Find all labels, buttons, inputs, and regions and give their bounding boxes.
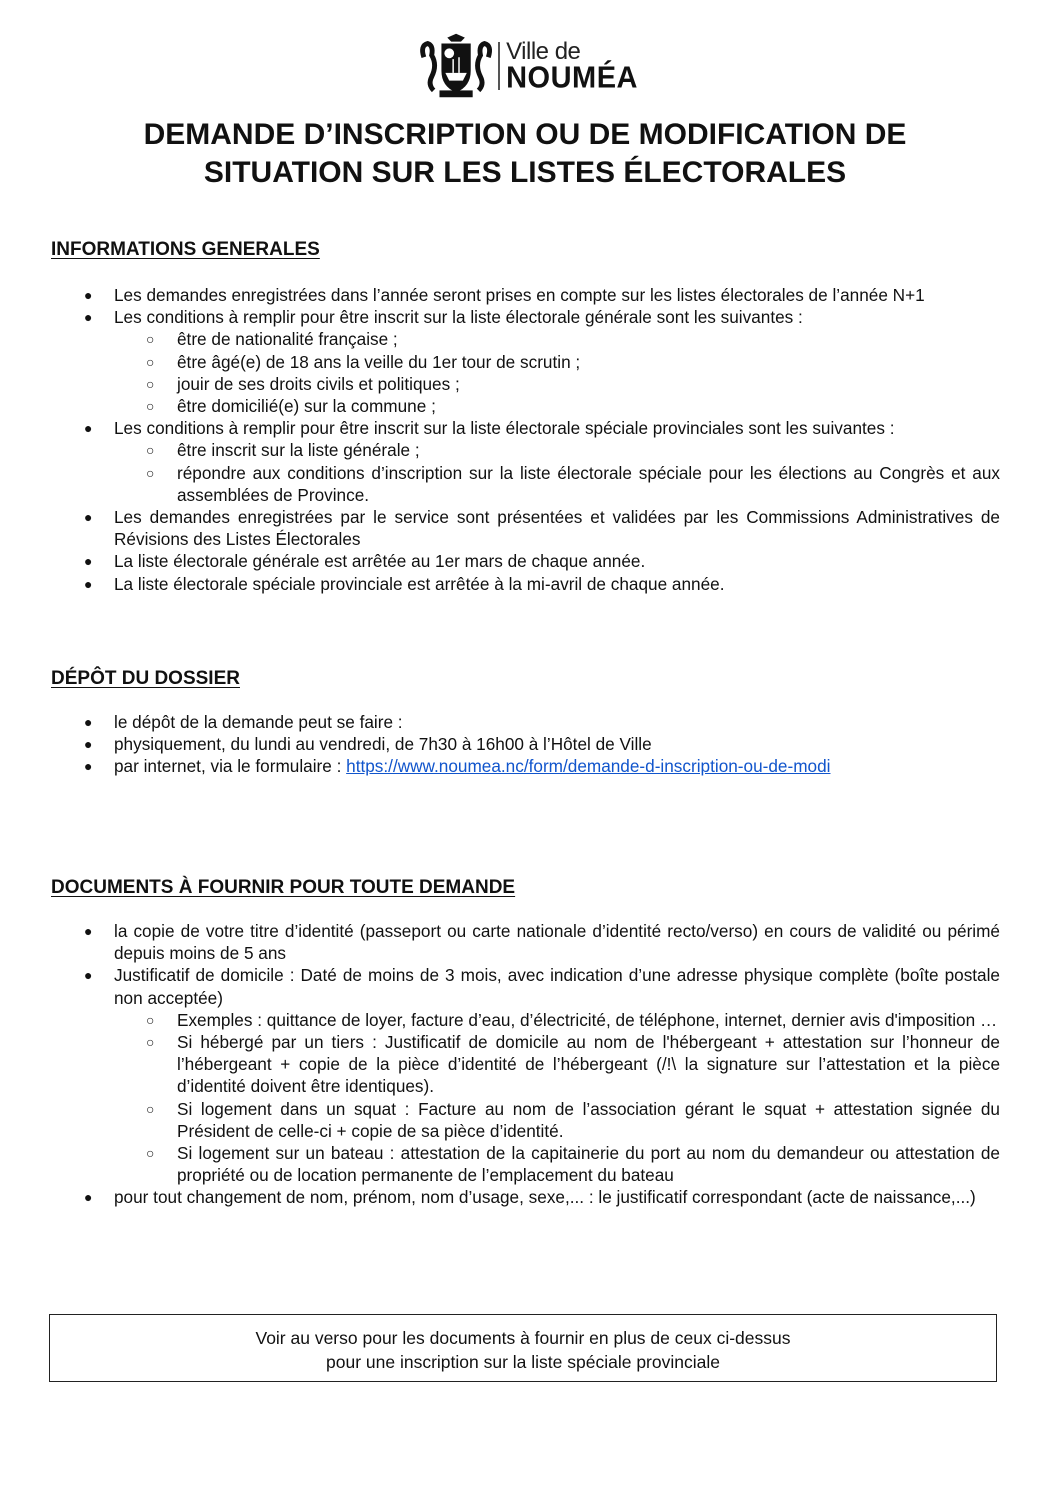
bullet-icon: ● (84, 420, 93, 437)
sub-list-item: ○ être inscrit sur la liste générale ; (146, 440, 420, 461)
bullet-icon: ● (84, 553, 93, 570)
sub-list-item: ○ Si hébergé par un tiers : Justificatif de domicile au nom de l'hébergeant + attestation sur l’honneur de l’hébergeant + copie de la pièce d’identité de l’hébergeant (/!\ la signature sur l’attestation et la pièce d’identité doivent être identiques). (146, 1032, 1000, 1097)
section-heading-depot: DÉPÔT DU DOSSIER (51, 668, 240, 689)
logo-text-ville: Ville de (506, 37, 581, 65)
list-item: ● Justificatif de domicile : Daté de moins de 3 mois, avec indication d’une adresse physique complète (boîte postale non acceptée) ○ Exemples : quittance de loyer, facture d’eau, d’électricité, de téléphone, internet, dernier avis d'imposition … ○ Si hébergé par un tiers : Justificatif de domicile au nom de l'hébergeant + attestation sur l’honneur de l’hébergeant + copie de la pièce d’identité de l’hébergeant (/!\ la signature sur l’attestation et la pièce d’identité doivent être identiques). ○ Si logement dans un squat : Facture au nom de l’association gérant le squat + attestation signée du Président de celle-ci + copie de sa pièce d’identité. ○ Si logement sur un bateau : attestation de la capitainerie du port au nom du demandeur ou attestation de propriété ou de location permanente de l’emplacement du bateau (84, 965, 1000, 1186)
bullet-icon: ● (84, 736, 93, 753)
city-logo (418, 30, 638, 102)
list-item: ● par internet, via le formulaire : https://www.noumea.nc/form/demande-d-inscription-ou-de-modi (84, 756, 831, 777)
sub-list (114, 1009, 1000, 1187)
page-title (60, 116, 990, 192)
sub-list-item: ○ répondre aux conditions d’inscription sur la liste électorale spéciale pour les élections au Congrès et aux assemblées de Province. (146, 462, 1000, 505)
list-item: ● Les demandes enregistrées dans l’année seront prises en compte sur les listes électorales de l’année N+1 (84, 285, 925, 305)
sub-list-item: ○ être âgé(e) de 18 ans la veille du 1er tour de scrutin ; (146, 351, 581, 372)
sub-list (114, 328, 1000, 417)
bullet-icon: ● (84, 287, 93, 303)
list-item: ● La liste électorale générale est arrêtée au 1er mars de chaque année. (84, 551, 646, 572)
circle-bullet-icon: ○ (146, 398, 155, 415)
bullet-icon: ● (84, 509, 93, 526)
circle-bullet-icon: ○ (146, 375, 155, 392)
circle-bullet-icon: ○ (146, 464, 155, 481)
bullet-icon: ● (84, 967, 93, 984)
depot-list (84, 711, 1000, 778)
sub-list-item: ○ jouir de ses droits civils et politiques ; (146, 373, 460, 394)
general-info-list (84, 284, 1000, 595)
documents-list (84, 920, 1000, 1209)
circle-bullet-icon: ○ (146, 442, 155, 459)
bullet-icon: ● (84, 575, 93, 592)
logo-text-noumea: NOUMÉA (506, 60, 638, 95)
bullet-icon: ● (84, 714, 93, 730)
list-item: ● Les demandes enregistrées par le service sont présentées et validées par les Commissions Administratives de Révisions des Listes Électorales (84, 507, 1000, 550)
sub-list-item: ○ être de nationalité française ; (146, 329, 398, 350)
bullet-icon: ● (84, 923, 93, 939)
bullet-icon: ● (84, 309, 93, 326)
circle-bullet-icon: ○ (146, 1100, 155, 1117)
list-item: ● Les conditions à remplir pour être inscrit sur la liste électorale générale sont les suivantes : ○ être de nationalité française ; ○ être âgé(e) de 18 ans la veille du 1er tour de scrutin ; ○ jouir de ses droits civils et politiques ; ○ être domicilié(e) sur la commune ; (114, 306, 1000, 417)
list-item: ● pour tout changement de nom, prénom, nom d’usage, sexe,... : le justificatif correspondant (acte de naissance,...) (84, 1187, 976, 1208)
list-item: ● La liste électorale spéciale provinciale est arrêtée à la mi-avril de chaque année. (84, 573, 725, 594)
logo-divider (498, 42, 500, 90)
circle-bullet-icon: ○ (146, 331, 155, 348)
list-item: ● Les conditions à remplir pour être inscrit sur la liste électorale spéciale provinciales sont les suivantes : ○ être inscrit sur la liste générale ; ○ répondre aux conditions d’inscription sur la liste électorale spéciale pour les élections au Congrès et aux assemblées de Province. (84, 418, 1000, 505)
bullet-icon: ● (84, 1189, 93, 1206)
section-heading-documents: DOCUMENTS À FOURNIR POUR TOUTE DEMANDE (51, 877, 516, 898)
list-item: ● la copie de votre titre d’identité (passeport ou carte nationale d’identité recto/verso) en cours de validité ou périmé depuis moins de 5 ans (84, 921, 1000, 964)
sub-list-item: ○ Si logement dans un squat : Facture au nom de l’association gérant le squat + attestation signée du Président de celle-ci + copie de sa pièce d’identité. (146, 1098, 1000, 1141)
notice-line-2: pour une inscription sur la liste spéciale provinciale (326, 1352, 720, 1372)
verso-notice-box (49, 1314, 997, 1382)
title-line-1: DEMANDE D’INSCRIPTION OU DE MODIFICATION DE (143, 118, 907, 151)
notice-line-1: Voir au verso pour les documents à fournir en plus de ceux ci-dessus (255, 1328, 791, 1348)
sub-list-item: ○ Si logement sur un bateau : attestation de la capitainerie du port au nom du demandeur ou attestation de propriété ou de location permanente de l’emplacement du bateau (146, 1143, 1000, 1186)
list-item: ● le dépôt de la demande peut se faire : (84, 712, 403, 732)
sub-list-item: ○ Exemples : quittance de loyer, facture d’eau, d’électricité, de téléphone, internet, dernier avis d'imposition … (146, 1009, 998, 1030)
circle-bullet-icon: ○ (146, 353, 155, 370)
coat-of-arms-icon (418, 31, 494, 101)
list-item: ● physiquement, du lundi au vendredi, de 7h30 à 16h00 à l’Hôtel de Ville (84, 734, 652, 755)
section-heading-general: INFORMATIONS GENERALES (51, 239, 320, 260)
circle-bullet-icon: ○ (146, 1011, 155, 1028)
circle-bullet-icon: ○ (146, 1034, 155, 1051)
circle-bullet-icon: ○ (146, 1145, 155, 1162)
bullet-icon: ● (84, 758, 93, 775)
sub-list (114, 439, 1000, 506)
online-form-link[interactable]: https://www.noumea.nc/form/demande-d-inscription-ou-de-modi (346, 756, 831, 777)
sub-list-item: ○ être domicilié(e) sur la commune ; (146, 396, 436, 417)
title-line-2: SITUATION SUR LES LISTES ÉLECTORALES (203, 156, 847, 189)
